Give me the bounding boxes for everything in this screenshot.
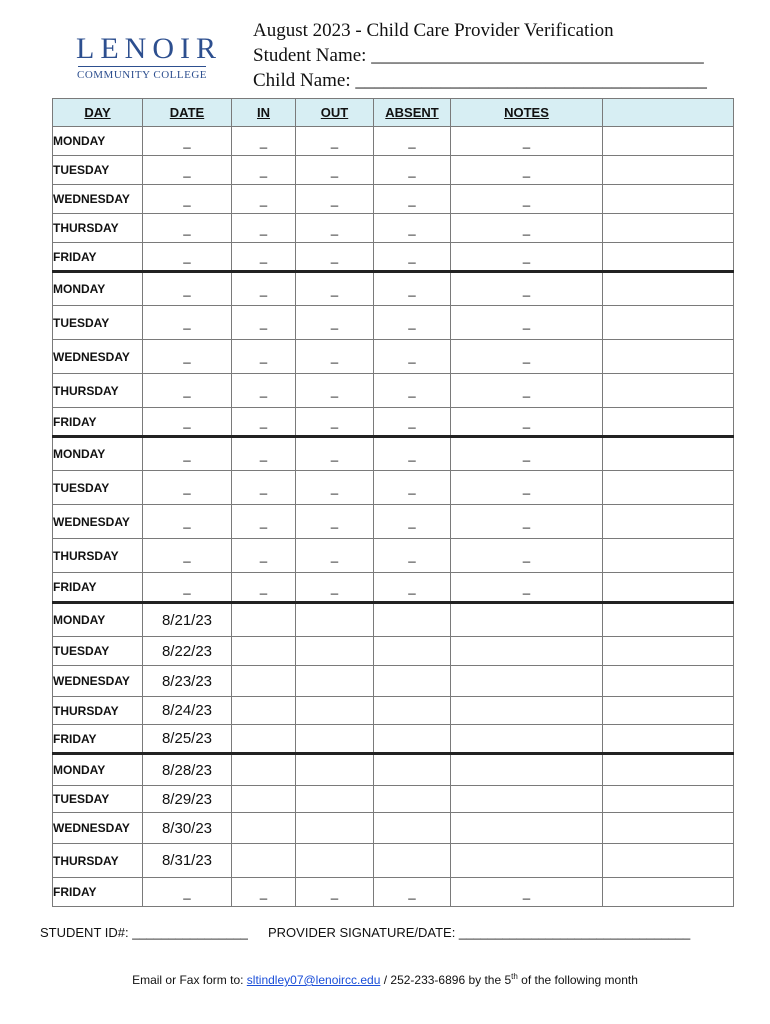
day-cell: WEDNESDAY	[53, 505, 143, 539]
date-cell[interactable]: _	[143, 306, 232, 340]
day-cell: FRIDAY	[53, 878, 143, 907]
extra-cell[interactable]	[603, 127, 734, 156]
out-cell[interactable]: _	[296, 306, 374, 340]
table-row	[53, 573, 734, 603]
extra-cell[interactable]	[603, 539, 734, 573]
date-cell[interactable]: 8/28/23	[143, 754, 232, 786]
in-cell[interactable]	[232, 754, 296, 786]
table-row	[53, 637, 734, 666]
in-cell[interactable]	[232, 637, 296, 666]
email-suffix-1: / 252-233-6896 by the 5	[380, 973, 512, 987]
in-cell[interactable]: _	[232, 878, 296, 907]
extra-cell[interactable]	[603, 666, 734, 697]
day-cell: FRIDAY	[53, 725, 143, 754]
absent-cell[interactable]: _	[374, 340, 451, 374]
out-cell[interactable]	[296, 754, 374, 786]
notes-cell[interactable]	[451, 844, 603, 878]
in-cell[interactable]: _	[232, 471, 296, 505]
extra-cell[interactable]	[603, 214, 734, 243]
out-cell[interactable]: _	[296, 156, 374, 185]
out-cell[interactable]: _	[296, 127, 374, 156]
absent-cell[interactable]	[374, 813, 451, 844]
absent-cell[interactable]	[374, 754, 451, 786]
extra-cell[interactable]	[603, 786, 734, 813]
table-row	[53, 127, 734, 156]
absent-cell[interactable]	[374, 786, 451, 813]
day-cell: WEDNESDAY	[53, 813, 143, 844]
day-cell: THURSDAY	[53, 214, 143, 243]
in-cell[interactable]: _	[232, 340, 296, 374]
attendance-rows	[53, 127, 734, 907]
extra-cell[interactable]	[603, 573, 734, 603]
in-cell[interactable]	[232, 813, 296, 844]
email-prefix: Email or Fax form to:	[132, 973, 247, 987]
out-cell[interactable]	[296, 666, 374, 697]
notes-cell[interactable]: _	[451, 185, 603, 214]
extra-cell[interactable]	[603, 306, 734, 340]
extra-cell[interactable]	[603, 156, 734, 185]
day-cell: THURSDAY	[53, 844, 143, 878]
absent-cell[interactable]	[374, 697, 451, 725]
extra-cell[interactable]	[603, 437, 734, 471]
date-cell[interactable]: 8/23/23	[143, 666, 232, 697]
notes-cell[interactable]: _	[451, 340, 603, 374]
table-row	[53, 156, 734, 185]
extra-cell[interactable]	[603, 272, 734, 306]
table-header-row	[53, 99, 734, 127]
in-cell[interactable]: _	[232, 374, 296, 408]
day-cell: MONDAY	[53, 603, 143, 637]
absent-cell[interactable]: _	[374, 185, 451, 214]
extra-cell[interactable]	[603, 637, 734, 666]
extra-cell[interactable]	[603, 754, 734, 786]
absent-cell[interactable]: _	[374, 127, 451, 156]
notes-cell[interactable]: _	[451, 374, 603, 408]
out-cell[interactable]: _	[296, 340, 374, 374]
notes-cell[interactable]	[451, 666, 603, 697]
email-link[interactable]: sltindley07@lenoircc.edu	[246, 973, 381, 987]
date-cell[interactable]: 8/24/23	[143, 697, 232, 725]
date-cell[interactable]: _	[143, 539, 232, 573]
date-cell[interactable]: _	[143, 214, 232, 243]
day-cell: TUESDAY	[53, 306, 143, 340]
in-cell[interactable]: _	[232, 408, 296, 437]
in-cell[interactable]	[232, 666, 296, 697]
table-row	[53, 754, 734, 786]
child-name-line: Child Name: _____________________________________	[253, 70, 707, 91]
out-cell[interactable]: _	[296, 272, 374, 306]
notes-cell[interactable]	[451, 725, 603, 754]
student-name-line: Student Name: ___________________________________	[253, 45, 704, 66]
day-cell: FRIDAY	[53, 573, 143, 603]
out-cell[interactable]	[296, 786, 374, 813]
in-cell[interactable]	[232, 786, 296, 813]
table-row	[53, 408, 734, 437]
day-cell: MONDAY	[53, 127, 143, 156]
in-cell[interactable]: _	[232, 505, 296, 539]
out-cell[interactable]: _	[296, 539, 374, 573]
extra-cell[interactable]	[603, 505, 734, 539]
notes-cell[interactable]: _	[451, 505, 603, 539]
table-row	[53, 185, 734, 214]
table-row	[53, 844, 734, 878]
day-cell: WEDNESDAY	[53, 185, 143, 214]
in-cell[interactable]	[232, 603, 296, 637]
absent-cell[interactable]: _	[374, 374, 451, 408]
day-cell: FRIDAY	[53, 243, 143, 272]
email-suffix-2: of the following month	[517, 973, 638, 987]
in-cell[interactable]: _	[232, 214, 296, 243]
table-row	[53, 725, 734, 754]
extra-cell[interactable]	[603, 243, 734, 272]
submission-instructions	[0, 972, 770, 987]
notes-cell[interactable]	[451, 754, 603, 786]
col-header-in: IN	[232, 99, 296, 127]
absent-cell[interactable]: _	[374, 408, 451, 437]
student-id-field: STUDENT ID#: ________________	[40, 925, 248, 940]
in-cell[interactable]: _	[232, 539, 296, 573]
college-logo	[76, 32, 222, 81]
date-cell[interactable]: 8/22/23	[143, 637, 232, 666]
out-cell[interactable]: _	[296, 878, 374, 907]
notes-cell[interactable]	[451, 786, 603, 813]
day-cell: FRIDAY	[53, 408, 143, 437]
absent-cell[interactable]	[374, 603, 451, 637]
date-cell[interactable]: 8/29/23	[143, 786, 232, 813]
absent-cell[interactable]: _	[374, 214, 451, 243]
table-row	[53, 697, 734, 725]
date-cell[interactable]: 8/31/23	[143, 844, 232, 878]
notes-cell[interactable]: _	[451, 127, 603, 156]
table-row	[53, 878, 734, 907]
out-cell[interactable]: _	[296, 505, 374, 539]
table-row	[53, 214, 734, 243]
notes-cell[interactable]: _	[451, 539, 603, 573]
col-header-notes: NOTES	[451, 99, 603, 127]
extra-cell[interactable]	[603, 185, 734, 214]
day-cell: TUESDAY	[53, 786, 143, 813]
in-cell[interactable]: _	[232, 272, 296, 306]
date-cell[interactable]: _	[143, 243, 232, 272]
out-cell[interactable]: _	[296, 214, 374, 243]
date-cell[interactable]: 8/21/23	[143, 603, 232, 637]
notes-cell[interactable]: _	[451, 471, 603, 505]
in-cell[interactable]: _	[232, 306, 296, 340]
logo-subtitle: COMMUNITY COLLEGE	[77, 69, 207, 81]
notes-cell[interactable]: _	[451, 214, 603, 243]
table-row	[53, 340, 734, 374]
date-cell[interactable]: _	[143, 127, 232, 156]
date-cell[interactable]: _	[143, 272, 232, 306]
notes-cell[interactable]: _	[451, 243, 603, 272]
table-row	[53, 666, 734, 697]
notes-cell[interactable]	[451, 697, 603, 725]
out-cell[interactable]	[296, 725, 374, 754]
in-cell[interactable]: _	[232, 573, 296, 603]
table-row	[53, 786, 734, 813]
extra-cell[interactable]	[603, 340, 734, 374]
notes-cell[interactable]	[451, 603, 603, 637]
date-cell[interactable]: _	[143, 374, 232, 408]
extra-cell[interactable]	[603, 603, 734, 637]
in-cell[interactable]: _	[232, 243, 296, 272]
notes-cell[interactable]: _	[451, 878, 603, 907]
out-cell[interactable]: _	[296, 408, 374, 437]
col-header-day: DAY	[53, 99, 143, 127]
extra-cell[interactable]	[603, 725, 734, 754]
absent-cell[interactable]	[374, 844, 451, 878]
day-cell: TUESDAY	[53, 156, 143, 185]
in-cell[interactable]: _	[232, 127, 296, 156]
out-cell[interactable]	[296, 603, 374, 637]
table-row	[53, 505, 734, 539]
in-cell[interactable]	[232, 844, 296, 878]
attendance-table	[52, 98, 734, 907]
extra-cell[interactable]	[603, 878, 734, 907]
out-cell[interactable]: _	[296, 573, 374, 603]
notes-cell[interactable]: _	[451, 156, 603, 185]
col-header-date: DATE	[143, 99, 232, 127]
date-cell[interactable]: _	[143, 340, 232, 374]
table-row	[53, 243, 734, 272]
absent-cell[interactable]: _	[374, 272, 451, 306]
col-header-out: OUT	[296, 99, 374, 127]
logo-wordmark: LENOIR	[76, 32, 222, 65]
date-cell[interactable]: _	[143, 156, 232, 185]
in-cell[interactable]	[232, 725, 296, 754]
col-header-extra	[603, 99, 734, 127]
table-row	[53, 306, 734, 340]
email-superscript: th	[511, 972, 518, 981]
out-cell[interactable]	[296, 637, 374, 666]
date-cell[interactable]: _	[143, 505, 232, 539]
notes-cell[interactable]: _	[451, 573, 603, 603]
day-cell: THURSDAY	[53, 374, 143, 408]
provider-signature-field: PROVIDER SIGNATURE/DATE: ________________________________	[268, 925, 691, 940]
date-cell[interactable]: _	[143, 878, 232, 907]
absent-cell[interactable]: _	[374, 156, 451, 185]
out-cell[interactable]: _	[296, 243, 374, 272]
day-cell: MONDAY	[53, 272, 143, 306]
date-cell[interactable]: 8/30/23	[143, 813, 232, 844]
table-row	[53, 539, 734, 573]
out-cell[interactable]: _	[296, 471, 374, 505]
notes-cell[interactable]: _	[451, 306, 603, 340]
absent-cell[interactable]	[374, 725, 451, 754]
absent-cell[interactable]: _	[374, 573, 451, 603]
absent-cell[interactable]: _	[374, 505, 451, 539]
notes-cell[interactable]: _	[451, 437, 603, 471]
day-cell: TUESDAY	[53, 637, 143, 666]
notes-cell[interactable]: _	[451, 408, 603, 437]
in-cell[interactable]: _	[232, 437, 296, 471]
extra-cell[interactable]	[603, 697, 734, 725]
absent-cell[interactable]: _	[374, 306, 451, 340]
day-cell: MONDAY	[53, 437, 143, 471]
notes-cell[interactable]	[451, 813, 603, 844]
table-row	[53, 374, 734, 408]
day-cell: THURSDAY	[53, 697, 143, 725]
date-cell[interactable]: _	[143, 185, 232, 214]
absent-cell[interactable]: _	[374, 539, 451, 573]
out-cell[interactable]	[296, 813, 374, 844]
extra-cell[interactable]	[603, 844, 734, 878]
logo-rule	[78, 66, 206, 67]
in-cell[interactable]: _	[232, 156, 296, 185]
date-cell[interactable]: _	[143, 408, 232, 437]
absent-cell[interactable]	[374, 666, 451, 697]
extra-cell[interactable]	[603, 374, 734, 408]
table-row	[53, 471, 734, 505]
table-row	[53, 272, 734, 306]
day-cell: WEDNESDAY	[53, 340, 143, 374]
notes-cell[interactable]	[451, 637, 603, 666]
col-header-absent: ABSENT	[374, 99, 451, 127]
in-cell[interactable]: _	[232, 185, 296, 214]
date-cell[interactable]: 8/25/23	[143, 725, 232, 754]
out-cell[interactable]: _	[296, 185, 374, 214]
extra-cell[interactable]	[603, 471, 734, 505]
absent-cell[interactable]: _	[374, 471, 451, 505]
extra-cell[interactable]	[603, 408, 734, 437]
out-cell[interactable]: _	[296, 374, 374, 408]
day-cell: MONDAY	[53, 754, 143, 786]
day-cell: WEDNESDAY	[53, 666, 143, 697]
day-cell: TUESDAY	[53, 471, 143, 505]
date-cell[interactable]: _	[143, 437, 232, 471]
absent-cell[interactable]	[374, 637, 451, 666]
absent-cell[interactable]: _	[374, 878, 451, 907]
table-row	[53, 437, 734, 471]
extra-cell[interactable]	[603, 813, 734, 844]
date-cell[interactable]: _	[143, 573, 232, 603]
in-cell[interactable]	[232, 697, 296, 725]
out-cell[interactable]: _	[296, 437, 374, 471]
table-row	[53, 603, 734, 637]
absent-cell[interactable]: _	[374, 437, 451, 471]
out-cell[interactable]	[296, 697, 374, 725]
day-cell: THURSDAY	[53, 539, 143, 573]
form-title: August 2023 - Child Care Provider Verification	[253, 20, 614, 41]
out-cell[interactable]	[296, 844, 374, 878]
table-row	[53, 813, 734, 844]
date-cell[interactable]: _	[143, 471, 232, 505]
notes-cell[interactable]: _	[451, 272, 603, 306]
absent-cell[interactable]: _	[374, 243, 451, 272]
